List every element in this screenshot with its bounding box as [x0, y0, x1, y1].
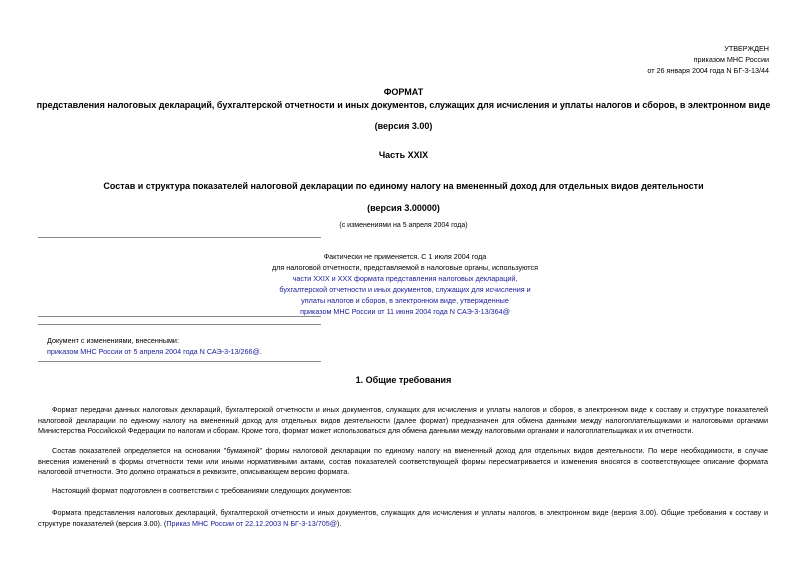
paragraph-text: ).: [337, 518, 342, 528]
divider: [38, 361, 321, 362]
amendment-link[interactable]: приказом МНС России от 5 апреля 2004 года N САЭ-3-13/266@.: [47, 347, 262, 356]
paragraph: [38, 508, 768, 529]
approval-order: приказом МНС России: [693, 55, 769, 64]
note-line: для налоговой отчетности, представляемой в налоговые органы, используются: [271, 263, 538, 272]
format-version: (версия 3.00): [374, 121, 433, 131]
document-subtitle: представления налоговых деклараций, бухгалтерской отчетности и иных документов, служащих для исчисления и уплаты налогов и сборов, в электронном виде: [36, 100, 771, 110]
status-note: [240, 251, 570, 317]
amendments-note: (с изменениями на 5 апреля 2004 года): [339, 222, 468, 229]
paragraph: Формат передачи данных налоговых деклараций, бухгалтерской отчетности и иных документов, служащих для исчисления и уплаты налогов и сборов, в электронном виде к составу и структуре показателей налоговой декларации по единому налогу на вмененный доход для отдельных видов деятельности (далее формат) предназначен для обмена данными между налогоплательщиками и налоговыми органами Министерства Российской Федерации по налогам и сборам. Кроме того, формат может использоваться для обмена данными между налоговыми органами и налогоплательщиках и их отчетности.: [38, 405, 768, 435]
note-link[interactable]: части XXIX и XXX формата представления налоговых деклараций,: [292, 274, 518, 283]
approval-date: от 26 января 2004 года N БГ-3-13/44: [647, 66, 769, 75]
approval-status: УТВЕРЖДЕН: [724, 44, 769, 53]
amendment-label: Документ с изменениями, внесенными:: [47, 336, 179, 345]
note-line: Фактически не применяется. С 1 июля 2004 года: [323, 252, 487, 261]
paragraph: Настоящий формат подготовлен в соответствии с требованиями следующих документов:: [52, 486, 352, 495]
order-link[interactable]: Приказ МНС России от 22.12.2003 N БГ-3-13/705@: [166, 518, 338, 528]
part-version: (версия 3.00000): [367, 203, 440, 213]
amendment-history: [47, 335, 347, 357]
divider: [38, 316, 321, 317]
divider: [38, 237, 321, 238]
note-link[interactable]: уплаты налогов и сборов, в электронном виде, утвержденные: [301, 296, 509, 305]
part-title: Состав и структура показателей налоговой декларации по единому налогу на вмененный доход для отдельных видов деятельности: [103, 181, 704, 191]
document-title: ФОРМАТ: [383, 87, 424, 97]
paragraph-text: Формата представления налоговых деклараций, бухгалтерской отчетности и иных документов, служащих для исчисления и уплаты налогов, в электронном виде (версия 3.00). Общие требования к составу и структуре показателей (версия 3.00). (: [38, 508, 768, 528]
section-heading: 1. Общие требования: [355, 375, 452, 385]
part-heading: Часть XXIX: [378, 150, 429, 160]
divider: [38, 324, 321, 325]
note-link[interactable]: бухгалтерской отчетности и иных документов, служащих для исчисления и: [279, 285, 531, 294]
paragraph: Состав показателей определяется на основании "бумажной" формы налоговой декларации по единому налогу на вмененный доход для отдельных видов деятельности. По мере необходимости, в случае внесения изменений в формы отчетности теми или иными нормативными актами, состав показателей соответствующей формы пересматривается и изменения вносятся в соответствующее описание формата налоговой отчетности. Это должно отражаться в реквизите, описывающем версию формата.: [38, 446, 768, 476]
note-link[interactable]: приказом МНС России от 11 июня 2004 года N САЭ-3-13/364@: [300, 307, 510, 316]
approval-block: [569, 43, 769, 76]
